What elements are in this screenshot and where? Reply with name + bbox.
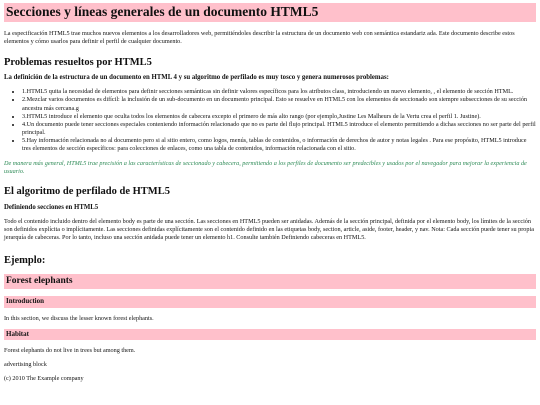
footer-copyright: (c) 2010 The Example company: [4, 375, 84, 383]
example-heading: Ejemplo:: [4, 255, 46, 267]
habitat-text: Forest elephants do not live in trees but among them.: [4, 347, 136, 355]
list-item: • 2.Mezclar varios documentos es difícil: la inclusión de un sub-documento en un documento principal. Esto se resuelve en HTML5 con los elementos de seccionado son siempre subsecciones de su sección ancestra más cercana.g: [22, 96, 536, 112]
introduction-text: In this section, we discuss the lesser known forest elephants.: [4, 314, 154, 322]
introduction-heading: Introduction: [4, 296, 536, 307]
example-section-title: Forest elephants: [4, 274, 536, 289]
page-title: Secciones y líneas generales de un documento HTML5: [4, 3, 536, 22]
list-item: • 4.Un documento puede tener secciones especiales conteniendo información relacionado que no es parte del flujo principal. HTML5 introduce el elemento permitiendo a dichas secciones no ser parte del perfil principal.: [22, 121, 536, 137]
list-item: • 5.Hay información relacionada no al documento pero si al sitio entero, como logos, menús, tablas de contenidos, o información de derechos de autor y notas legales . Para ese propósito, HTML5 introduce tres elementos de sección específicos: para colecciones de enlaces, como una tabla de contenidos, información relacionada con el sitio.: [22, 137, 536, 153]
problems-heading: Problemas resueltos por HTML5: [4, 56, 152, 68]
habitat-heading: Habitat: [4, 329, 536, 340]
algorithm-heading: El algoritmo de perfilado de HTML5: [4, 186, 170, 197]
summary-note: De manera más general, HTML5 trae precisión a las características de seccionado y cabecera, permitiendo a los perfiles de documento ser predecibles y usados por el navegador para mejorar la experiencia de usuario.: [4, 159, 527, 175]
intro-paragraph: La especificación HTML5 trae muchos nuevos elementos a los desarrolladores web, permitiéndoles describir la estructura de un documento web con semántica estandariz ada. Este documento describe estos elementos y cómo usarlos para definir el perfil de cualquier documento.: [4, 30, 515, 46]
list-item: • 3.HTML5 introduce el elemento que oculta todos los elementos de cabecera excepto el primero de más alto rango (por ejemplo,Justine Les Malheurs de la Vertu crea el perfil 1. Justine).: [22, 113, 536, 121]
algorithm-subheading: Definiendo secciones en HTML5: [4, 203, 99, 211]
algorithm-paragraph: Todo el contenido incluido dentro del elemento body es parte de una sección. Las secciones en HTML5 pueden ser anidadas. Además de la sección principal, definida por el elemento body, los límites de la sección son definidos explícita o implícitamente. Las secciones definidas explícitamente son el contenido definido en las etiquetas body, section, article, aside, footer, header, y nav. Nota: Cada sección puede tener su propia jerarquía de cabeceras. Por lo tanto, incluso una sección anidada puede tener un elemento h1. Consulte también Definiendo cabeceras en HTML5.: [4, 217, 534, 241]
problems-subheading: La definición de la estructura de un documento en HTML 4 y su algoritmo de perfilado es muy tosco y genera numerosos problemas:: [4, 74, 389, 82]
list-item: • 1.HTML5 quita la necesidad de elementos para definir secciones semánticas sin definir valores específicos para los atributos class, introduciendo un nuevo elemento, , el elemento de sección HTML.: [22, 88, 536, 96]
advertising-block: advertising block: [4, 361, 47, 369]
problems-list: [4, 88, 536, 154]
